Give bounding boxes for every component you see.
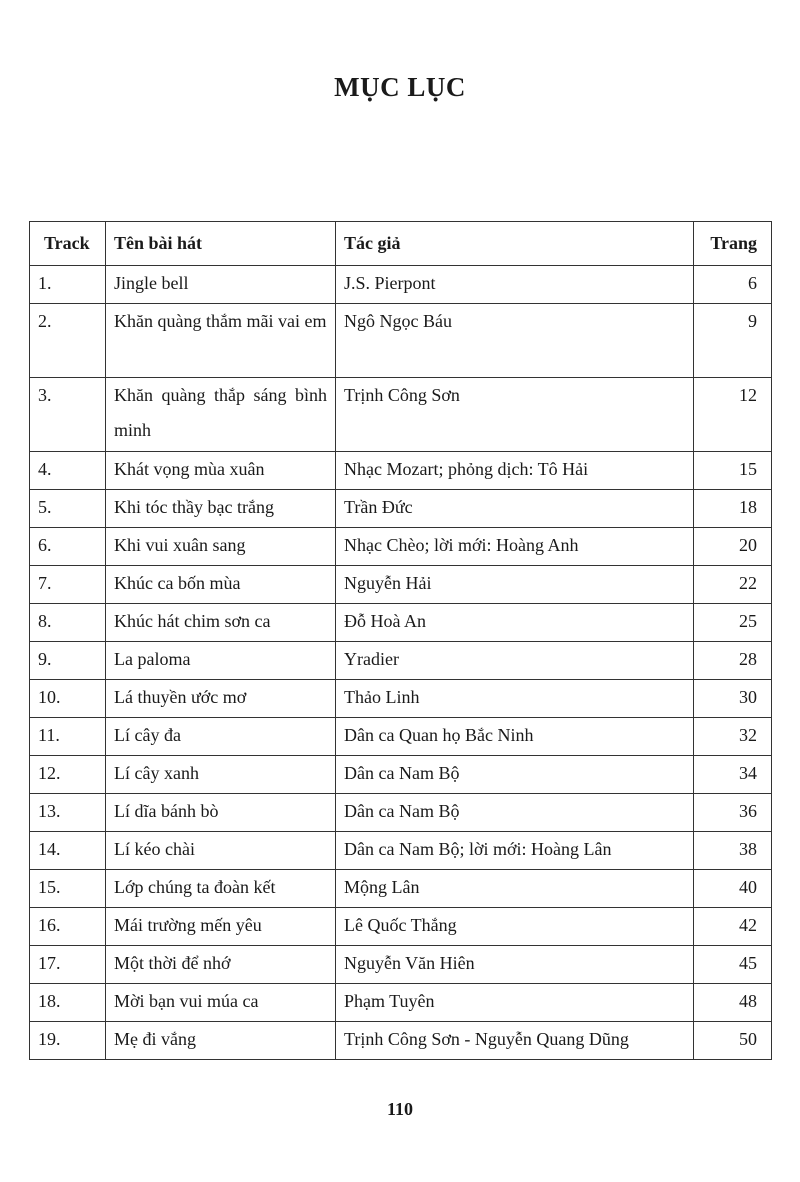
author: Dân ca Nam Bộ; lời mới: Hoàng Lân <box>336 832 694 870</box>
song-title: Lí cây xanh <box>106 756 336 794</box>
track-number: 8. <box>30 604 106 642</box>
table-row <box>30 566 772 604</box>
author: Dân ca Nam Bộ <box>336 794 694 832</box>
song-title: Khăn quàng thắp sáng bình minh <box>106 378 336 452</box>
table-header-row <box>30 222 772 266</box>
table-row <box>30 984 772 1022</box>
table-row <box>30 604 772 642</box>
track-number: 13. <box>30 794 106 832</box>
track-number: 9. <box>30 642 106 680</box>
table-row <box>30 680 772 718</box>
song-title: Lí dĩa bánh bò <box>106 794 336 832</box>
song-title: La paloma <box>106 642 336 680</box>
song-title: Jingle bell <box>106 266 336 304</box>
page-ref: 32 <box>694 718 772 756</box>
header-author: Tác giả <box>336 222 694 266</box>
track-number: 11. <box>30 718 106 756</box>
author: Dân ca Nam Bộ <box>336 756 694 794</box>
table-row <box>30 756 772 794</box>
track-number: 18. <box>30 984 106 1022</box>
table-row <box>30 908 772 946</box>
page-ref: 36 <box>694 794 772 832</box>
track-number: 3. <box>30 378 106 452</box>
table-row <box>30 946 772 984</box>
table-row <box>30 452 772 490</box>
song-title: Mời bạn vui múa ca <box>106 984 336 1022</box>
author: Dân ca Quan họ Bắc Ninh <box>336 718 694 756</box>
page-number: 110 <box>386 1099 413 1119</box>
track-number: 5. <box>30 490 106 528</box>
song-title: Khát vọng mùa xuân <box>106 452 336 490</box>
table-row <box>30 794 772 832</box>
track-number: 7. <box>30 566 106 604</box>
song-title: Khi vui xuân sang <box>106 528 336 566</box>
author: Mộng Lân <box>336 870 694 908</box>
table-row <box>30 870 772 908</box>
author: Phạm Tuyên <box>336 984 694 1022</box>
page-ref: 48 <box>694 984 772 1022</box>
song-title: Lá thuyền ước mơ <box>106 680 336 718</box>
track-number: 1. <box>30 266 106 304</box>
page-ref: 40 <box>694 870 772 908</box>
song-title: Mái trường mến yêu <box>106 908 336 946</box>
table-row <box>30 266 772 304</box>
page-ref: 28 <box>694 642 772 680</box>
author: Yradier <box>336 642 694 680</box>
page-ref: 30 <box>694 680 772 718</box>
page-ref: 50 <box>694 1022 772 1060</box>
table-row <box>30 304 772 378</box>
track-number: 2. <box>30 304 106 378</box>
page-ref: 22 <box>694 566 772 604</box>
song-title: Khúc hát chim sơn ca <box>106 604 336 642</box>
track-number: 10. <box>30 680 106 718</box>
author: Lê Quốc Thắng <box>336 908 694 946</box>
track-number: 12. <box>30 756 106 794</box>
page-ref: 18 <box>694 490 772 528</box>
author: Nhạc Mozart; phỏng dịch: Tô Hải <box>336 452 694 490</box>
song-title: Khúc ca bốn mùa <box>106 566 336 604</box>
author: Nguyễn Văn Hiên <box>336 946 694 984</box>
page-ref: 38 <box>694 832 772 870</box>
track-number: 15. <box>30 870 106 908</box>
page-ref: 34 <box>694 756 772 794</box>
track-number: 14. <box>30 832 106 870</box>
song-title: Lí kéo chài <box>106 832 336 870</box>
track-number: 6. <box>30 528 106 566</box>
author: Nhạc Chèo; lời mới: Hoàng Anh <box>336 528 694 566</box>
header-page: Trang <box>694 222 772 266</box>
song-title: Lí cây đa <box>106 718 336 756</box>
author: Trần Đức <box>336 490 694 528</box>
page-ref: 12 <box>694 378 772 452</box>
author: Ngô Ngọc Báu <box>336 304 694 378</box>
header-song: Tên bài hát <box>106 222 336 266</box>
author: Trịnh Công Sơn - Nguyễn Quang Dũng <box>336 1022 694 1060</box>
page-ref: 20 <box>694 528 772 566</box>
table-row <box>30 832 772 870</box>
toc-table <box>29 221 772 1060</box>
page-ref: 45 <box>694 946 772 984</box>
header-track: Track <box>30 222 106 266</box>
page-ref: 6 <box>694 266 772 304</box>
song-title: Mẹ đi vắng <box>106 1022 336 1060</box>
track-number: 4. <box>30 452 106 490</box>
song-title: Một thời để nhớ <box>106 946 336 984</box>
page-ref: 42 <box>694 908 772 946</box>
author: Nguyễn Hải <box>336 566 694 604</box>
song-title: Khi tóc thầy bạc trắng <box>106 490 336 528</box>
table-row <box>30 490 772 528</box>
table-row <box>30 642 772 680</box>
author: Trịnh Công Sơn <box>336 378 694 452</box>
table-row <box>30 1022 772 1060</box>
track-number: 19. <box>30 1022 106 1060</box>
page-ref: 15 <box>694 452 772 490</box>
track-number: 16. <box>30 908 106 946</box>
song-title: Lớp chúng ta đoàn kết <box>106 870 336 908</box>
table-row <box>30 718 772 756</box>
author: Thảo Linh <box>336 680 694 718</box>
author: J.S. Pierpont <box>336 266 694 304</box>
track-number: 17. <box>30 946 106 984</box>
table-row <box>30 378 772 452</box>
song-title: Khăn quàng thắm mãi vai em <box>106 304 336 378</box>
table-row <box>30 528 772 566</box>
author: Đỗ Hoà An <box>336 604 694 642</box>
page-title: MỤC LỤC <box>334 72 466 102</box>
page-ref: 25 <box>694 604 772 642</box>
page-ref: 9 <box>694 304 772 378</box>
